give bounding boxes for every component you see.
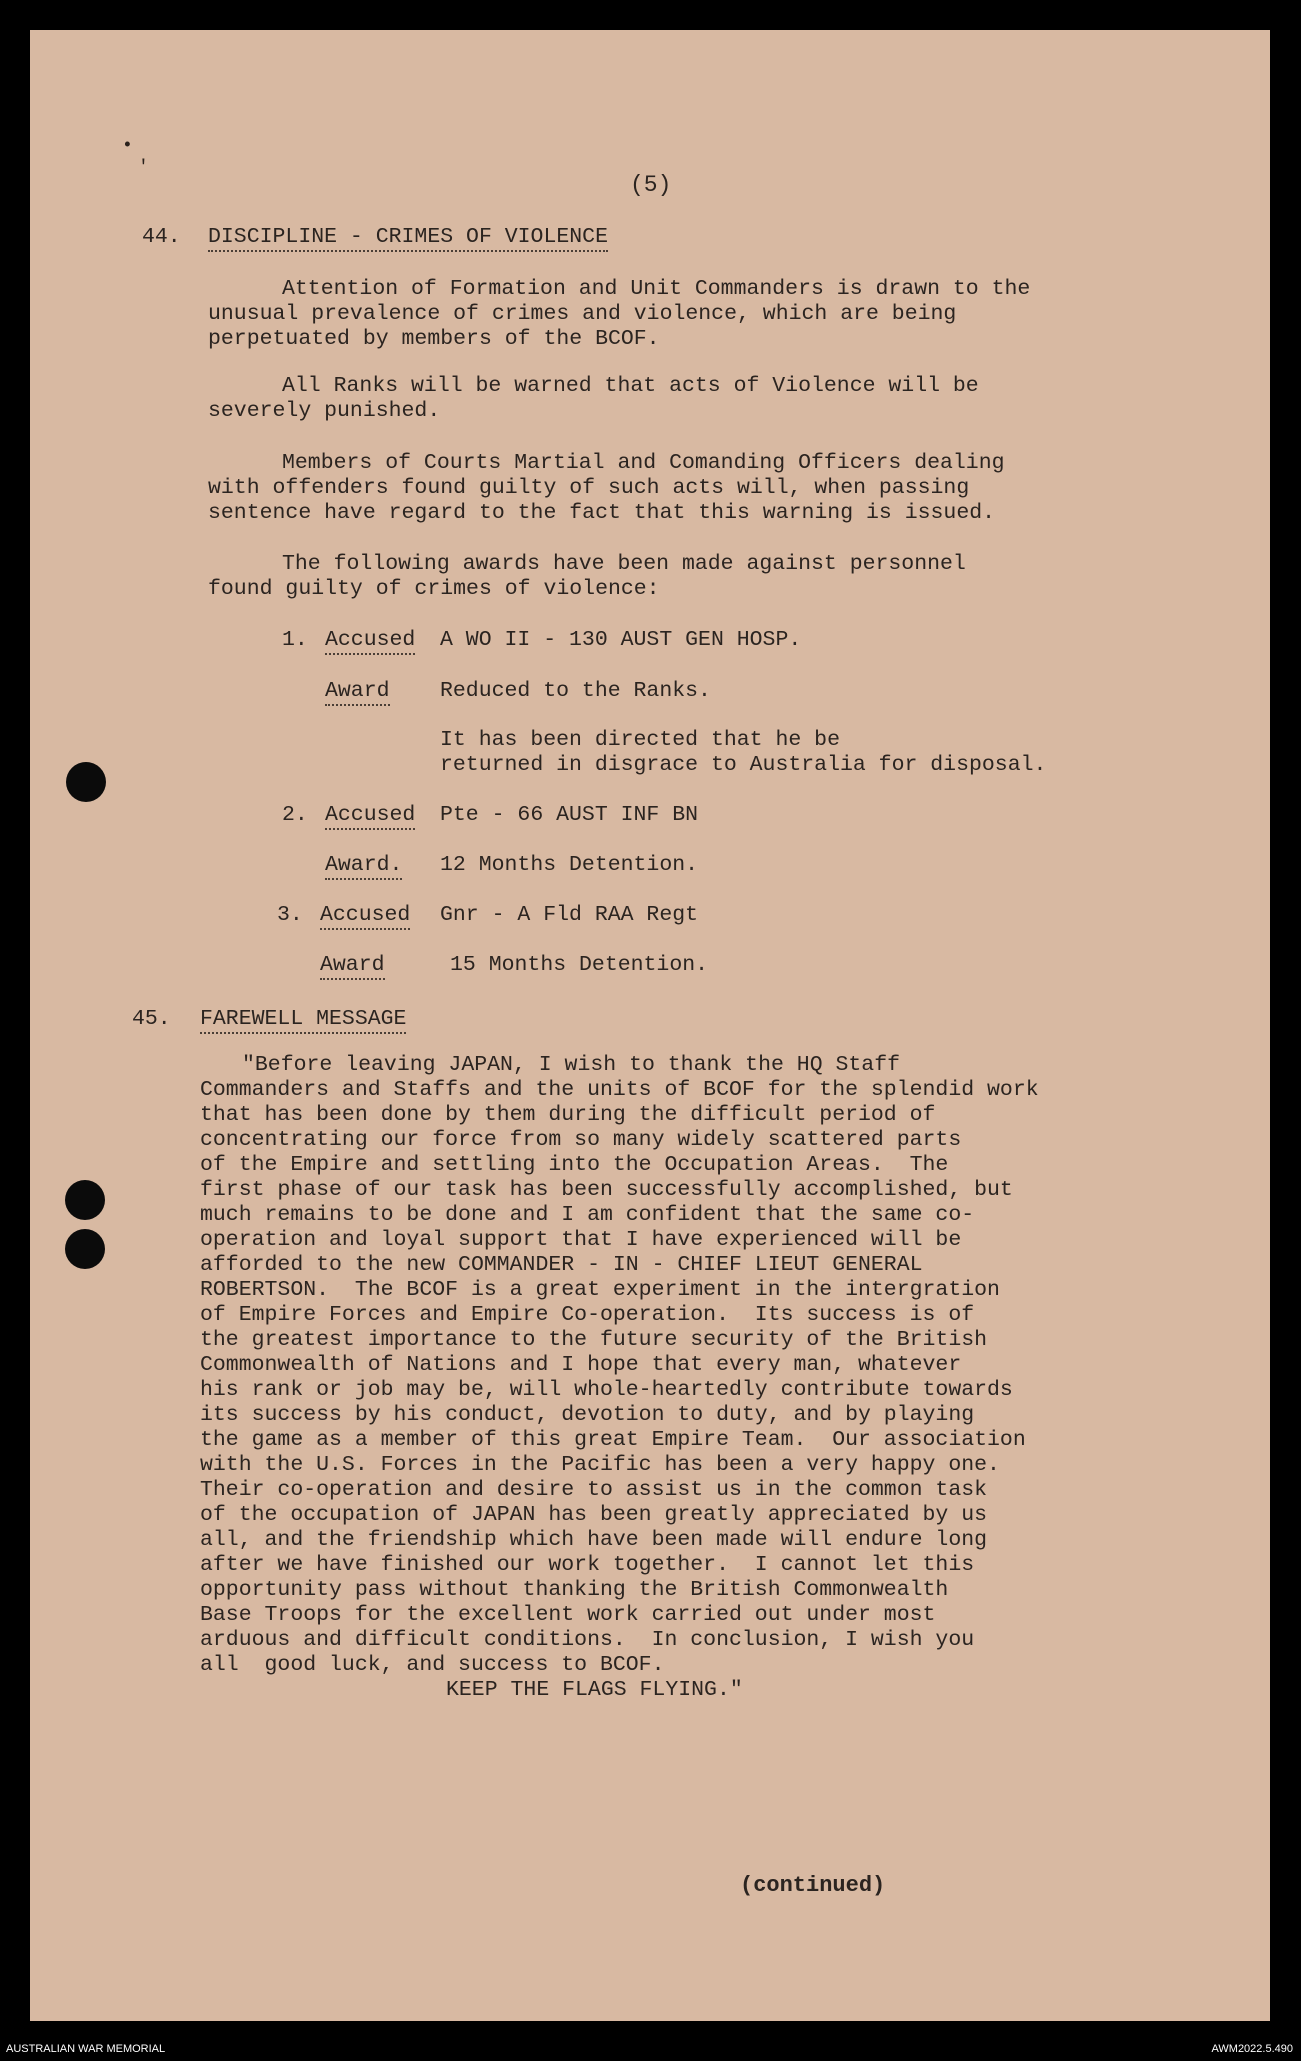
section-44-number: 44. — [142, 225, 181, 249]
s44-para4-line: found guilty of crimes of violence: — [208, 577, 660, 601]
s44-para4-line: The following awards have been made against personnel — [282, 552, 966, 576]
section-44-heading: DISCIPLINE - CRIMES OF VIOLENCE — [208, 224, 608, 252]
punch-hole-middle — [65, 1180, 105, 1220]
case-1-number: 1. — [282, 628, 308, 652]
ink-speck: • — [122, 136, 133, 156]
message-line: "Before leaving JAPAN, I wish to thank the HQ Staff — [242, 1053, 901, 1077]
message-line: after we have finished our work together. I cannot let this — [200, 1553, 975, 1577]
case-3-award: 15 Months Detention. — [450, 953, 709, 977]
punch-hole-top — [66, 762, 106, 802]
message-line: all good luck, and success to BCOF. — [200, 1653, 665, 1677]
message-line: Their co-operation and desire to assist us in the common task — [200, 1478, 988, 1502]
message-line: first phase of our task has been successfully accomplished, but — [200, 1178, 1013, 1202]
message-line: of Empire Forces and Empire Co-operation. Its success is of — [200, 1303, 975, 1327]
message-line: ROBERTSON. The BCOF is a great experiment in the intergration — [200, 1278, 1000, 1302]
section-45-number: 45. — [132, 1007, 171, 1031]
message-line: Commanders and Staffs and the units of BCOF for the splendid work — [200, 1078, 1039, 1102]
message-line: Commonwealth of Nations and I hope that every man, whatever — [200, 1353, 962, 1377]
s44-para1-line: unusual prevalence of crimes and violence, which are being — [208, 302, 957, 326]
message-line: Base Troops for the excellent work carried out under most — [200, 1603, 936, 1627]
message-line: arduous and difficult conditions. In conclusion, I wish you — [200, 1628, 975, 1652]
s44-para1-line: perpetuated by members of the BCOF. — [208, 327, 660, 351]
message-line: of the occupation of JAPAN has been greatly appreciated by us — [200, 1503, 988, 1527]
s44-para2-line: severely punished. — [208, 399, 441, 423]
case-3-accused-label: Accused — [320, 902, 410, 930]
s44-para3-line: Members of Courts Martial and Comanding Officers dealing — [282, 451, 1005, 475]
case-1-award-label: Award — [325, 678, 390, 706]
message-line: all, and the friendship which have been made will endure long — [200, 1528, 988, 1552]
case-1-note-line: It has been directed that he be — [440, 728, 840, 752]
case-1-accused-label: Accused — [325, 627, 415, 655]
message-line: concentrating our force from so many widely scattered parts — [200, 1128, 962, 1152]
case-2-accused-label: Accused — [325, 802, 415, 830]
s44-para3-line: with offenders found guilty of such acts will, when passing — [208, 476, 970, 500]
document-page — [30, 30, 1270, 2021]
case-1-award: Reduced to the Ranks. — [440, 679, 711, 703]
message-line: opportunity pass without thanking the British Commonwealth — [200, 1578, 949, 1602]
case-3-detail: Gnr - A Fld RAA Regt — [440, 903, 699, 927]
page-number: (5) — [630, 172, 672, 198]
case-2-detail: Pte - 66 AUST INF BN — [440, 803, 699, 827]
s44-para1-line: Attention of Formation and Unit Commanders is drawn to the — [282, 277, 1031, 301]
message-line: that has been done by them during the difficult period of — [200, 1103, 936, 1127]
case-1-note-line: returned in disgrace to Australia for disposal. — [440, 753, 1047, 777]
message-line: his rank or job may be, will whole-heartedly contribute towards — [200, 1378, 1013, 1402]
s44-para2-line: All Ranks will be warned that acts of Violence will be — [282, 374, 979, 398]
message-line: the game as a member of this great Empire Team. Our association — [200, 1428, 1026, 1452]
message-closing: KEEP THE FLAGS FLYING." — [446, 1678, 743, 1702]
message-line: operation and loyal support that I have experienced will be — [200, 1228, 962, 1252]
message-line: its success by his conduct, devotion to duty, and by playing — [200, 1403, 975, 1427]
s44-para3-line: sentence have regard to the fact that this warning is issued. — [208, 501, 996, 525]
section-45-heading: FAREWELL MESSAGE — [200, 1006, 406, 1034]
case-2-number: 2. — [282, 803, 308, 827]
message-line: of the Empire and settling into the Occupation Areas. The — [200, 1153, 949, 1177]
message-line: afforded to the new COMMANDER - IN - CHIEF LIEUT GENERAL — [200, 1253, 923, 1277]
message-line: with the U.S. Forces in the Pacific has been a very happy one. — [200, 1453, 1000, 1477]
message-line: much remains to be done and I am confident that the same co- — [200, 1203, 975, 1227]
case-3-number: 3. — [277, 903, 303, 927]
case-1-detail: A WO II - 130 AUST GEN HOSP. — [440, 628, 802, 652]
footer-credit: AUSTRALIAN WAR MEMORIAL — [6, 2043, 166, 2055]
case-3-award-label: Award — [320, 952, 385, 980]
message-line: the greatest importance to the future security of the British — [200, 1328, 988, 1352]
punch-hole-bottom — [65, 1229, 105, 1269]
continued-marker: (continued) — [740, 1873, 886, 1898]
ink-speck: ' — [138, 158, 149, 178]
footer-reference: AWM2022.5.490 — [1211, 2043, 1293, 2055]
case-2-award: 12 Months Detention. — [440, 853, 699, 877]
case-2-award-label: Award. — [325, 852, 402, 880]
